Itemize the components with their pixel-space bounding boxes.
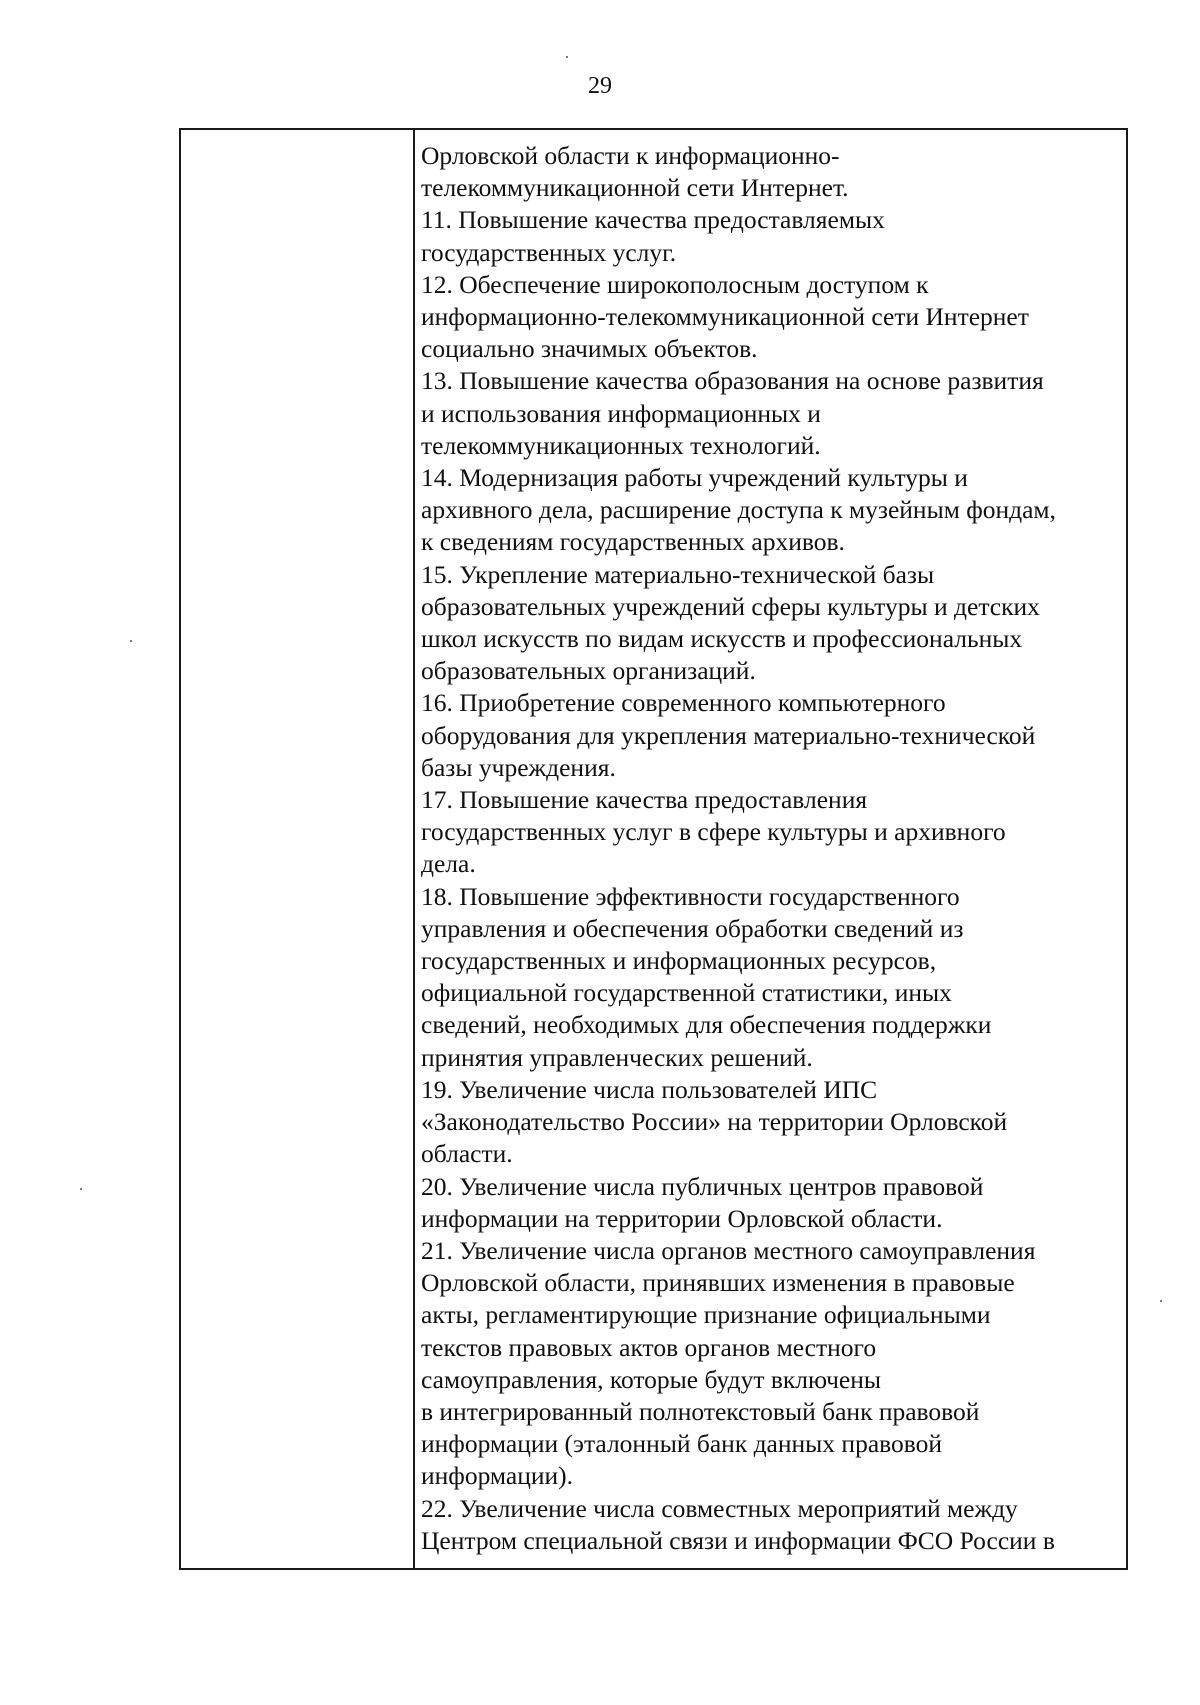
text-line: 11. Повышение качества предоставляемых (421, 205, 885, 235)
table-right-cell (415, 130, 1126, 1568)
scan-speck (566, 56, 568, 58)
text-line: государственных услуг в сфере культуры и архивного (421, 817, 1006, 847)
text-line: управления и обеспечения обработки сведений из (421, 913, 964, 943)
text-line: социально значимых объектов. (421, 334, 758, 364)
text-line: Центром специальной связи и информации ФСО России в (421, 1525, 1055, 1555)
table-left-cell (181, 130, 415, 1568)
text-line: 15. Укрепление материально-технической базы (421, 559, 935, 589)
text-line: акты, регламентирующие признание официальными (421, 1300, 991, 1330)
text-line: школ искусств по видам искусств и профессиональных (421, 624, 1023, 654)
text-line: 12. Обеспечение широкополосным доступом к (421, 269, 929, 299)
text-line: информации). (421, 1461, 574, 1491)
text-line: 14. Модернизация работы учреждений культуры и (421, 463, 968, 493)
scan-speck (80, 1188, 82, 1190)
document-table (179, 128, 1128, 1570)
text-line: принятия управленческих решений. (421, 1042, 813, 1072)
text-line: 17. Повышение качества предоставления (421, 785, 868, 815)
text-line: 13. Повышение качества образования на основе развития (421, 366, 1044, 396)
text-line: Орловской области к информационно- (421, 141, 840, 170)
text-line: сведений, необходимых для обеспечения поддержки (421, 1010, 992, 1040)
text-line: телекоммуникационной сети Интернет. (421, 173, 849, 203)
text-line: «Законодательство России» на территории Орловской (421, 1107, 1008, 1137)
text-line: официальной государственной статистики, иных (421, 978, 952, 1008)
text-line: области. (421, 1139, 513, 1169)
scan-speck (130, 640, 132, 642)
text-line: оборудования для укрепления материально-технической (421, 720, 1036, 750)
text-line: 22. Увеличение числа совместных мероприятий между (421, 1493, 1018, 1523)
text-line: базы учреждения. (421, 752, 616, 782)
page-number: 29 (588, 73, 612, 99)
text-line: архивного дела, расширение доступа к музейным фондам, (421, 495, 1056, 525)
text-line: в интегрированный полнотекстовый банк правовой (421, 1396, 980, 1426)
text-line: 16. Приобретение современного компьютерного (421, 688, 946, 718)
text-line: 18. Повышение эффективности государственного (421, 881, 960, 911)
text-line: информации (эталонный банк данных правовой (421, 1429, 943, 1459)
text-line: Орловской области, принявших изменения в правовые (421, 1268, 1015, 1298)
text-line: и использования информационных и (421, 398, 821, 428)
text-line: образовательных учреждений сферы культуры и детских (421, 591, 1040, 621)
text-line: 19. Увеличение числа пользователей ИПС (421, 1074, 878, 1104)
text-line: информационно-телекоммуникационной сети Интернет (421, 302, 1029, 332)
text-line: самоуправления, которые будут включены (421, 1364, 882, 1394)
text-line: телекоммуникационных технологий. (421, 430, 821, 460)
text-line: государственных услуг. (421, 237, 677, 267)
text-line: 20. Увеличение числа публичных центров правовой (421, 1171, 984, 1201)
text-line: к сведениям государственных архивов. (421, 527, 845, 557)
text-line: текстов правовых актов органов местного (421, 1332, 877, 1362)
text-line: государственных и информационных ресурсов, (421, 946, 937, 976)
text-line: дела. (421, 849, 476, 879)
scan-speck (1160, 1300, 1162, 1302)
text-line: информации на территории Орловской области. (421, 1203, 943, 1233)
text-line: 21. Увеличение числа органов местного самоуправления (421, 1235, 1036, 1265)
text-line: образовательных организаций. (421, 656, 756, 686)
